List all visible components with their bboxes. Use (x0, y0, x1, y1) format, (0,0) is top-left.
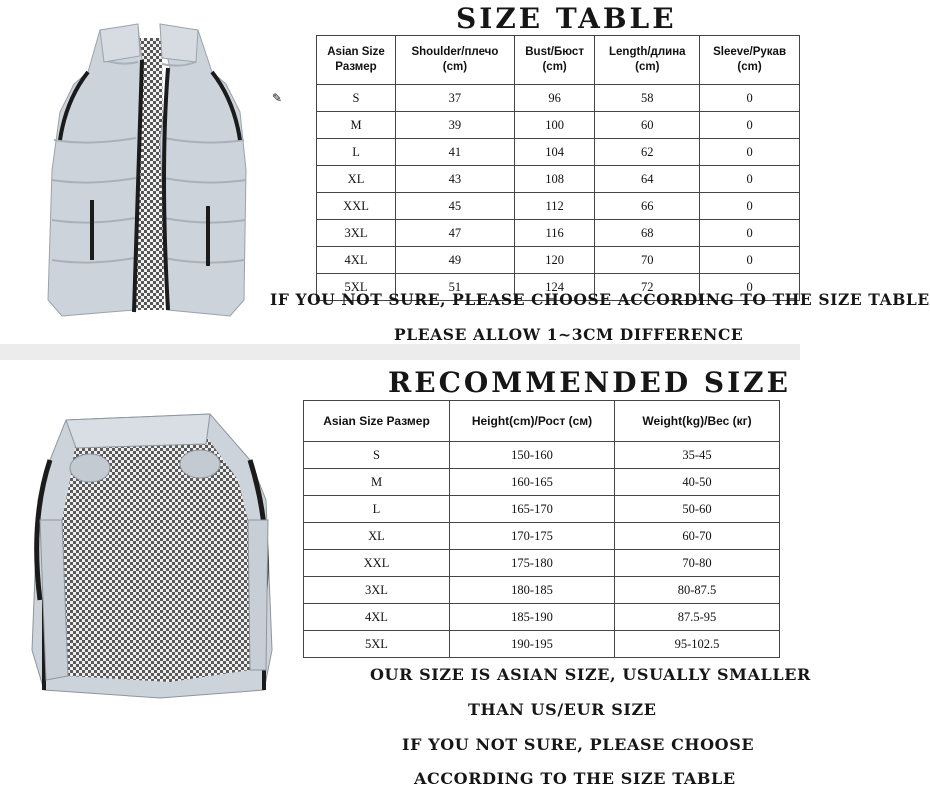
table-row: 3XL 180-185 80-87.5 (304, 577, 780, 604)
recommended-note-us-eur: THAN US/EUR SIZE (468, 700, 657, 719)
table-row: 5XL 51 124 72 0 (317, 274, 800, 301)
size-table-header-row (317, 36, 800, 85)
table-row: 3XL 47 116 68 0 (317, 220, 800, 247)
recommended-size-table (303, 400, 780, 658)
decorative-mark: ✎ (272, 91, 283, 105)
size-table-note-difference: PLEASE ALLOW 1~3CM DIFFERENCE (394, 325, 744, 344)
section-divider (0, 344, 800, 360)
table-row: 4XL 185-190 87.5-95 (304, 604, 780, 631)
col-weight: Weight(kg)/Вес (кг) (615, 401, 780, 442)
size-table-title: SIZE TABLE (456, 2, 677, 35)
table-row: XL 170-175 60-70 (304, 523, 780, 550)
recommended-note-not-sure: IF YOU NOT SURE, PLEASE CHOOSE (402, 735, 755, 754)
table-row: XXL 175-180 70-80 (304, 550, 780, 577)
col-asian-size: Asian Size Размер (317, 36, 396, 85)
table-row: XL 43 108 64 0 (317, 166, 800, 193)
recommended-table-header-row (304, 401, 780, 442)
table-row: 4XL 49 120 70 0 (317, 247, 800, 274)
table-row: L 165-170 50-60 (304, 496, 780, 523)
col-height: Height(cm)/Рост (см) (450, 401, 615, 442)
vest-inside-image (10, 400, 310, 700)
table-row: M 39 100 60 0 (317, 112, 800, 139)
recommended-note-according: ACCORDING TO THE SIZE TABLE (414, 769, 736, 788)
vest-front-image (30, 20, 262, 328)
table-row: S 150-160 35-45 (304, 442, 780, 469)
recommended-size-title: RECOMMENDED SIZE (388, 366, 791, 399)
col-asian-size: Asian Size Размер (304, 401, 450, 442)
table-row: S 37 96 58 0 (317, 85, 800, 112)
table-row: M 160-165 40-50 (304, 469, 780, 496)
col-shoulder: Shoulder/плечо (cm) (396, 36, 515, 85)
size-table-note-choose: IF YOU NOT SURE, PLEASE CHOOSE ACCORDING TO THE SIZE TABLE (270, 290, 930, 309)
recommended-note-asian-size: OUR SIZE IS ASIAN SIZE, USUALLY SMALLER (370, 665, 811, 684)
col-bust: Bust/Бюст (cm) (514, 36, 595, 85)
table-row: L 41 104 62 0 (317, 139, 800, 166)
table-row: 5XL 190-195 95-102.5 (304, 631, 780, 658)
col-length: Length/длина (cm) (595, 36, 700, 85)
size-table (316, 35, 800, 301)
table-row: XXL 45 112 66 0 (317, 193, 800, 220)
col-sleeve: Sleeve/Рукав (cm) (700, 36, 800, 85)
